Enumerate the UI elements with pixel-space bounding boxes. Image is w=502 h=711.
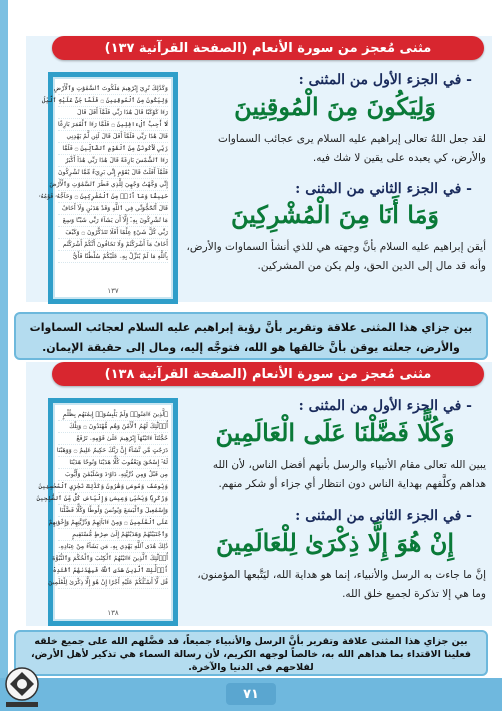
section1-mushaf-page-number: ١٣٧ <box>107 287 119 295</box>
section2-part1-verse: وَكُلًّا فَضَّلْنَا عَلَى الْعَالَمِينَ <box>215 418 455 447</box>
section1-part1-text: لقد جعل اللهُ تعالى إبراهيم عليه السلام يرى عجائب السماوات والأرض، كي يعبده على يقين لا شك فيه. <box>218 133 486 164</box>
mushaf-line: رَبِّي كُلَّ شَيْءٍ عِلْمًا أَفَلَا تَتَذَكَّرُونَ ۝ وَكَيْفَ <box>58 227 168 239</box>
mushaf-line: ذَٰلِكَ هُدَى ٱللَّهِ يَهْدِي بِهِۦ مَن يَشَآءُ مِنْ عِبَادِهِۦ <box>58 541 168 553</box>
section2-mushaf-page <box>36 398 178 626</box>
section2-part1-title: - في الجزء الأول من المثنى : <box>298 398 472 414</box>
section2-part2-verse: إِنْ هُوَ إِلَّا ذِكْرَىٰ لِلْعَالَمِينَ <box>215 528 455 557</box>
mushaf-line: أَخَافُ مَآ أَشْرَكْتُمْ وَلَا تَخَافُونَ أَنَّكُمْ أَشْرَكْتُم <box>58 239 168 251</box>
section1-part2-title: - في الجزء الثاني من المثنى : <box>295 181 472 197</box>
section2-header: مثنى مُعجز من سورة الأنعام (الصفحة القرآنية ١٣٨) <box>52 362 484 386</box>
mushaf-line: حَنِيفًا وَمَآ أَنَا۠ مِنَ ٱلْمُشْرِكِينَ ۝ وَحَآجَّهُۥ قَوْمُهُۥ <box>58 191 168 203</box>
mushaf-line: عَلَى ٱلْعَٰلَمِينَ ۝ وَمِنْ ءَابَآئِهِمْ وَذُرِّيَّٰتِهِمْ وَإِخْوَٰنِهِمْ <box>58 517 168 529</box>
mushaf-line: قَالَ أَتُحَٰٓجُّوٓنِّي فِي ٱللَّهِ وَقَدْ هَدَىٰنِ وَلَآ أَخَافُ <box>58 203 168 215</box>
section2-part2-title: - في الجزء الثاني من المثنى : <box>295 508 472 524</box>
section1-part2-verse: وَمَا أَنَا مِنَ الْمُشْرِكِينَ <box>230 200 440 229</box>
mushaf-line: رَءَا ٱلشَّمْسَ بَازِغَةً قَالَ هَٰذَا رَبِّي هَٰذَآ أَكْبَرُ <box>58 155 168 167</box>
page-number: ٧١ <box>226 683 276 705</box>
mushaf-line: مَا تُشْرِكُونَ بِهِۦٓ إِلَّآ أَن يَشَآءَ رَبِّي شَيْـًٔا وَسِعَ <box>58 215 168 227</box>
section1-summary: بين جزاي هذا المثنى علاقة وتقرير بأنَّ رؤية إبراهيم عليه السلام لعجائب السماوات والأرض، جعلته يوقن بأنَّ خالقها هو الله، فتوجَّه إليه، ومال إلى حقيقة الإيمان. <box>14 312 488 360</box>
mushaf-line: حُجَّتُنَآ ءَاتَيْنَٰهَآ إِبْرَٰهِيمَ عَلَىٰ قَوْمِهِۦ نَرْفَعُ <box>58 433 168 445</box>
mushaf-line: وَلِيَكُونَ مِنَ ٱلْمُوقِنِينَ ۝ فَلَمَّا جَنَّ عَلَيْهِ ٱلَّيْلُ <box>58 95 168 107</box>
section1-part2-text: أيقن إبراهيم عليه السلام بأنَّ وجهته هي للذي أنشأ السماوات والأرض، وأنه قد مال إلى الدين الحق، ولم يكن من المشركين. <box>186 241 486 272</box>
section1-mushaf-page <box>38 72 178 304</box>
mushaf-line: أُو۟لَٰٓئِكَ ٱلَّذِينَ ءَاتَيْنَٰهُمُ ٱلْكِتَٰبَ وَٱلْحُكْمَ وَٱلنُّبُوَّةَ <box>58 553 168 565</box>
section1-header: مثنى مُعجز من سورة الأنعام (الصفحة القرآنية ١٣٧) <box>52 36 484 60</box>
mushaf-line: بِٱللَّهِ مَا لَمْ يُنَزِّلْ بِهِۦ عَلَيْكُمْ سُلْطَٰنًا فَأَيُّ <box>58 251 168 263</box>
section2-mushaf-page-number: ١٣٨ <box>107 609 119 617</box>
section2-mushaf-lines <box>36 409 168 589</box>
mushaf-line: وَٱجْتَبَيْنَٰهُمْ وَهَدَيْنَٰهُمْ إِلَىٰ صِرَٰطٍ مُّسْتَقِيمٍ <box>58 529 168 541</box>
section1-mushaf-lines <box>38 83 168 263</box>
mushaf-line: وَإِسْمَٰعِيلَ وَٱلْيَسَعَ وَيُونُسَ وَلُوطًا وَكُلًّا فَضَّلْنَا <box>58 505 168 517</box>
left-decorative-band <box>0 0 8 711</box>
mushaf-line: لَهُۥٓ إِسْحَٰقَ وَيَعْقُوبَ كُلًّا هَدَيْنَا وَنُوحًا هَدَيْنَا <box>58 457 168 469</box>
mushaf-line: مِن قَبْلُ وَمِن ذُرِّيَّتِهِۦ دَاوُۥدَ وَسُلَيْمَٰنَ وَأَيُّوبَ <box>58 469 168 481</box>
mushaf-line: قَالَ هَٰذَا رَبِّي فَلَمَّآ أَفَلَ قَالَ لَئِن لَّمْ يَهْدِنِي <box>58 131 168 143</box>
mushaf-line: رَبِّي لَأَكُونَنَّ مِنَ ٱلْقَوْمِ ٱلضَّآلِّينَ ۝ فَلَمَّا <box>58 143 168 155</box>
section1-part1-title: - في الجزء الأول من المثنى : <box>298 72 472 88</box>
mushaf-line: رَءَا كَوْكَبًا قَالَ هَٰذَا رَبِّي فَلَمَّآ أَفَلَ قَالَ <box>58 107 168 119</box>
mushaf-line: وَزَكَرِيَّا وَيَحْيَىٰ وَعِيسَىٰ وَإِلْيَاسَ كُلٌّ مِّنَ ٱلصَّٰلِحِينَ <box>58 493 168 505</box>
mushaf-line: فَلَمَّآ أَفَلَتْ قَالَ يَٰقَوْمِ إِنِّي بَرِيٓءٌ مِّمَّا تُشْرِكُونَ <box>58 167 168 179</box>
publisher-logo-icon <box>2 664 42 710</box>
mushaf-line: قُل لَّآ أَسْـَٔلُكُمْ عَلَيْهِ أَجْرًا إِنْ هُوَ إِلَّا ذِكْرَىٰ لِلْعَٰلَمِينَ <box>58 577 168 589</box>
mushaf-line: وَيُوسُفَ وَمُوسَىٰ وَهَٰرُونَ وَكَذَٰلِكَ نَجْزِي ٱلْمُحْسِنِينَ <box>58 481 168 493</box>
mushaf-line: دَرَجَٰتٍ مَّن نَّشَآءُ إِنَّ رَبَّكَ حَكِيمٌ عَلِيمٌ ۝ وَوَهَبْنَا <box>58 445 168 457</box>
section2-part1-text: يبين الله تعالى مقام الأنبياء والرسل بأنهم أفضل الناس، لأن الله هداهم وكلَّفهم بهداية الناس دون انتظار أي جزاء أو شكر منهم. <box>212 459 486 490</box>
section1-part1-verse: وَلِيَكُونَ مِنَ الْمُوقِنِينَ <box>234 92 436 121</box>
mushaf-line: أُو۟لَٰٓئِكَ لَهُمُ ٱلْأَمْنُ وَهُم مُّهْتَدُونَ ۝ وَتِلْكَ <box>58 421 168 433</box>
mushaf-line: وَكَذَٰلِكَ نُرِيٓ إِبْرَٰهِيمَ مَلَكُوتَ ٱلسَّمَٰوَٰتِ وَٱلْأَرْضِ <box>58 83 168 95</box>
mushaf-line: إِنِّي وَجَّهْتُ وَجْهِيَ لِلَّذِي فَطَرَ ٱلسَّمَٰوَٰتِ وَٱلْأَرْضَ <box>58 179 168 191</box>
mushaf-line: ٱلَّذِينَ ءَامَنُوا۟ وَلَمْ يَلْبِسُوٓا۟ إِيمَٰنَهُم بِظُلْمٍ <box>58 409 168 421</box>
section2-summary: بين جزاي هذا المثنى علاقة وتقرير بأنَّ الرسل والأنبياء جميعاً، قد فضَّلهم الله على جميع خلقه فعلينا الاقتداء بما هداهم الله به، خالصاً لوجهه الكريم، لأن رسالة السماء هي تذكير لأهل الأرض، لفلاحهم في الدنيا والآخرة. <box>14 630 488 676</box>
mushaf-line: لَآ أُحِبُّ ٱلْءَافِلِينَ ۝ فَلَمَّا رَءَا ٱلْقَمَرَ بَازِغًا <box>58 119 168 131</box>
mushaf-line: أُو۟لَٰٓئِكَ ٱلَّذِينَ هَدَى ٱللَّهُ فَبِهُدَىٰهُمُ ٱقْتَدِهْ <box>58 565 168 577</box>
section2-part2-text: إنَّ ما جاءت به الرسل والأنبياء، إنما هو هداية الله، ليَتَّبعها المؤمنون، وما هي إلا تذكرة لجميع خلق الله. <box>197 569 486 600</box>
